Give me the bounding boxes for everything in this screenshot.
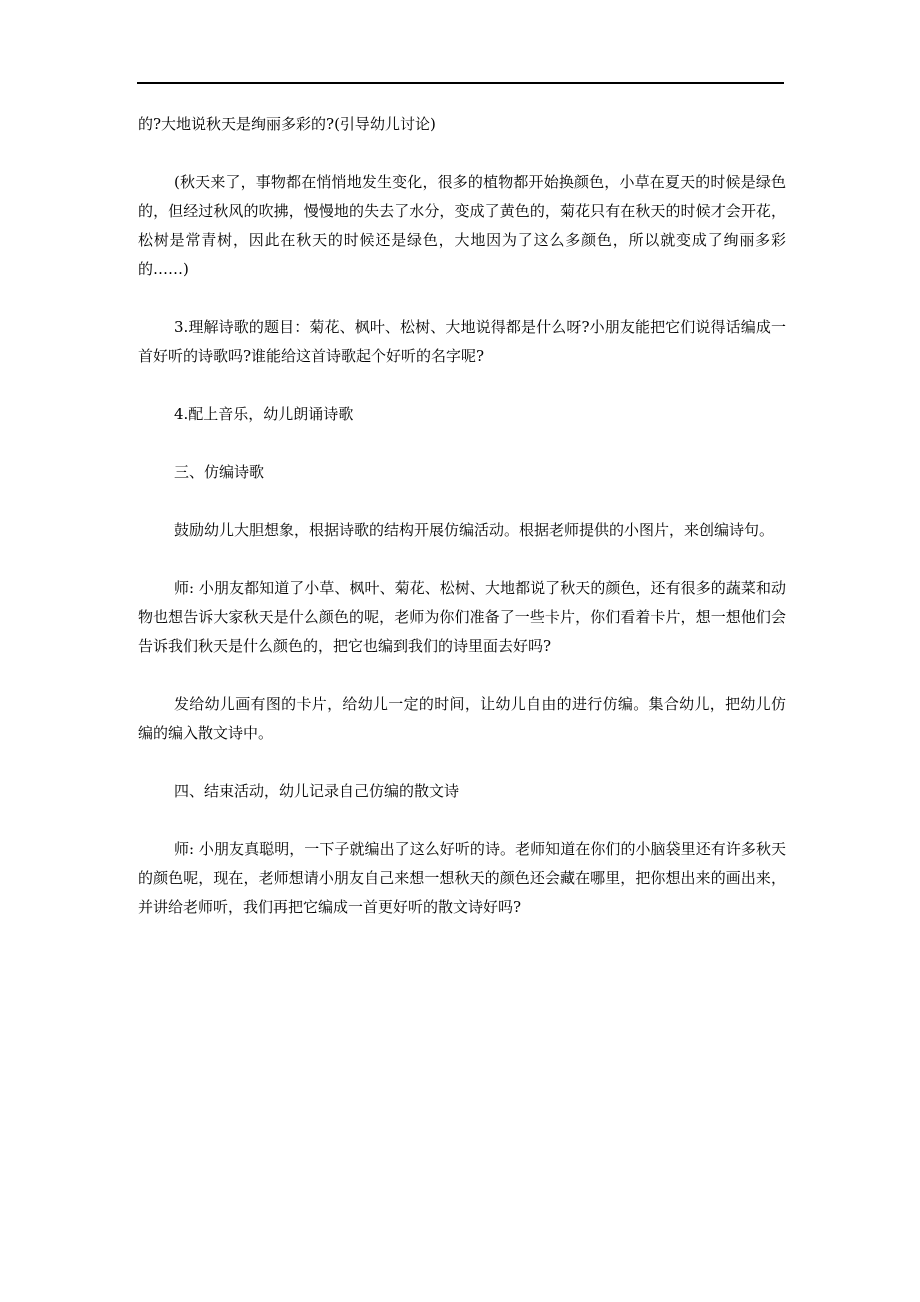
paragraph-continuation: 的?大地说秋天是绚丽多彩的?(引导幼儿讨论): [138, 115, 436, 133]
document-body: [138, 110, 786, 951]
paragraph-step-3: 3.理解诗歌的题目：菊花、枫叶、松树、大地说得都是什么呀?小朋友能把它们说得话编成一首好听的诗歌吗?谁能给这首诗歌起个好听的名字呢?: [138, 318, 786, 365]
section-heading-3: 三、仿编诗歌: [174, 463, 265, 481]
paragraph-teacher-1: 师: 小朋友都知道了小草、枫叶、菊花、松树、大地都说了秋天的颜色，还有很多的蔬菜和动物也想告诉大家秋天是什么颜色的呢，老师为你们准备了一些卡片，你们看着卡片，想一想他们会告诉我们秋天是什么颜色的，把它也编到我们的诗里面去好吗?: [138, 579, 786, 655]
paragraph-explanation: (秋天来了，事物都在悄悄地发生变化，很多的植物都开始换颜色，小草在夏天的时候是绿色的，但经过秋风的吹拂，慢慢地的失去了水分，变成了黄色的，菊花只有在秋天的时候才会开花，松树是常青树，因此在秋天的时候还是绿色，大地因为了这么多颜色，所以就变成了绚丽多彩的……): [138, 173, 786, 278]
paragraph-cards: 发给幼儿画有图的卡片，给幼儿一定的时间，让幼儿自由的进行仿编。集合幼儿，把幼儿仿编的编入散文诗中。: [138, 695, 786, 742]
paragraph-teacher-2: 师: 小朋友真聪明，一下子就编出了这么好听的诗。老师知道在你们的小脑袋里还有许多秋天的颜色呢，现在，老师想请小朋友自己来想一想秋天的颜色还会藏在哪里，把你想出来的画出来，并讲给老师听，我们再把它编成一首更好听的散文诗好吗?: [138, 840, 786, 916]
paragraph-encourage: 鼓励幼儿大胆想象，根据诗歌的结构开展仿编活动。根据老师提供的小图片，来创编诗句。: [174, 521, 775, 539]
paragraph-step-4: 4.配上音乐，幼儿朗诵诗歌: [174, 405, 354, 423]
section-heading-4: 四、结束活动，幼儿记录自己仿编的散文诗: [174, 782, 460, 800]
header-rule: [137, 82, 784, 84]
